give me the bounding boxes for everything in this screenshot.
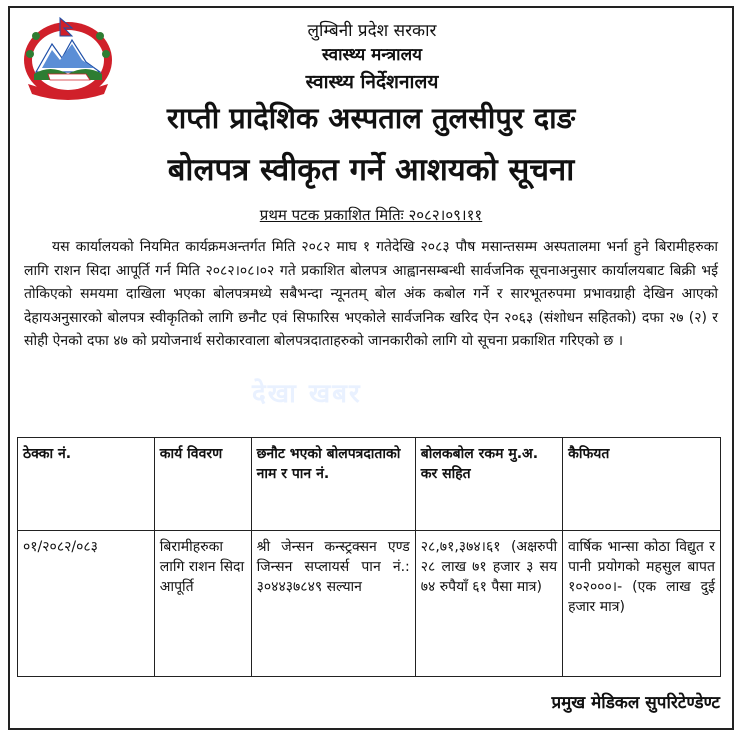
ministry-name: स्वास्थ्य मन्त्रालय [322,45,422,65]
bid-table [17,437,721,677]
cell-work: बिरामीहरुका लागि राशन सिदा आपूर्ति [154,531,251,677]
header-remarks: कैफियत [563,438,721,531]
table-header-row [18,438,721,531]
watermark: देखा खबर [252,379,362,409]
header-contract-no: ठेक्का नं. [18,438,155,531]
published-date-text: प्रथम पटक प्रकाशित मितिः २०८२।०९।११ [259,206,483,224]
government-name: लुम्बिनी प्रदेश सरकार [307,21,437,41]
nepal-emblem-icon [20,14,116,102]
header-amount: बोलकबोल रकम मु.अ. कर सहित [415,438,562,531]
directorate-name: स्वास्थ्य निर्देशनालय [305,71,439,93]
signature-title: प्रमुख मेडिकल सुपरिटेण्डेण्ट [551,693,720,713]
cell-contract-no: ०१/२०८२/०८३ [18,531,155,677]
hospital-name: राप्ती प्रादेशिक अस्पताल तुलसीपुर दाङ [166,101,576,135]
table-row [18,531,721,677]
header-work: कार्य विवरण [154,438,251,531]
published-date [20,205,722,225]
cell-amount: २८,७१,३७४।६१ (अक्षरुपी २८ लाख ७१ हजार ३ सय ७४ रुपैयाँ ६१ पैसा मात्र) [415,531,562,677]
cell-bidder: श्री जेन्सन कन्स्ट्रक्सन एण्ड जिन्सन सप्लायर्स पान नं.: ३०४४३७८४९ सल्यान [251,531,415,677]
header-bidder: छनौट भएको बोलपत्रदाताको नाम र पान नं. [251,438,415,531]
cell-remarks: वार्षिक भान्सा कोठा विद्युत र पानी प्रयोगको महसुल बापत १०२०००।- (एक लाख दुई हजार मात्र) [563,531,721,677]
notice-title: बोलपत्र स्वीकृत गर्ने आशयको सूचना [167,152,575,188]
notice-body: यस कार्यालयको नियमित कार्यक्रमअन्तर्गत मिति २०८२ माघ १ गतेदेखि २०८३ पौष मसान्तसम्म अस्पतालमा भर्ना हुने बिरामीहरुका लागि राशन सिदा आपूर्ति गर्न मिति २०८२।०८।०२ गते प्रकाशित बोलपत्र आह्वानसम्बन्धी सार्वजनिक सूचनाअनुसार कार्यालयबाट बिक्री भई तोकिएको समयमा दाखिला भएका बोलपत्रमध्ये सबैभन्दा न्यूनतम् बोल अंक कबोल गर्ने र सारभूतरुपमा प्रभावग्राही देखिन आएको देहायअनुसारको बोलपत्र स्वीकृतिको लागि छनौट एवं सिफारिस भएकोले सार्वजनिक खरिद ऐन २०६३ (संशोधन सहितको) दफा २७ (२) र सोही ऐनको दफा ४७ को प्रयोजनार्थ सरोकारवाला बोलपत्रदाताहरुको जानकारीको लागि यो सूचना प्रकाशित गरिएको छ । [24,239,718,349]
